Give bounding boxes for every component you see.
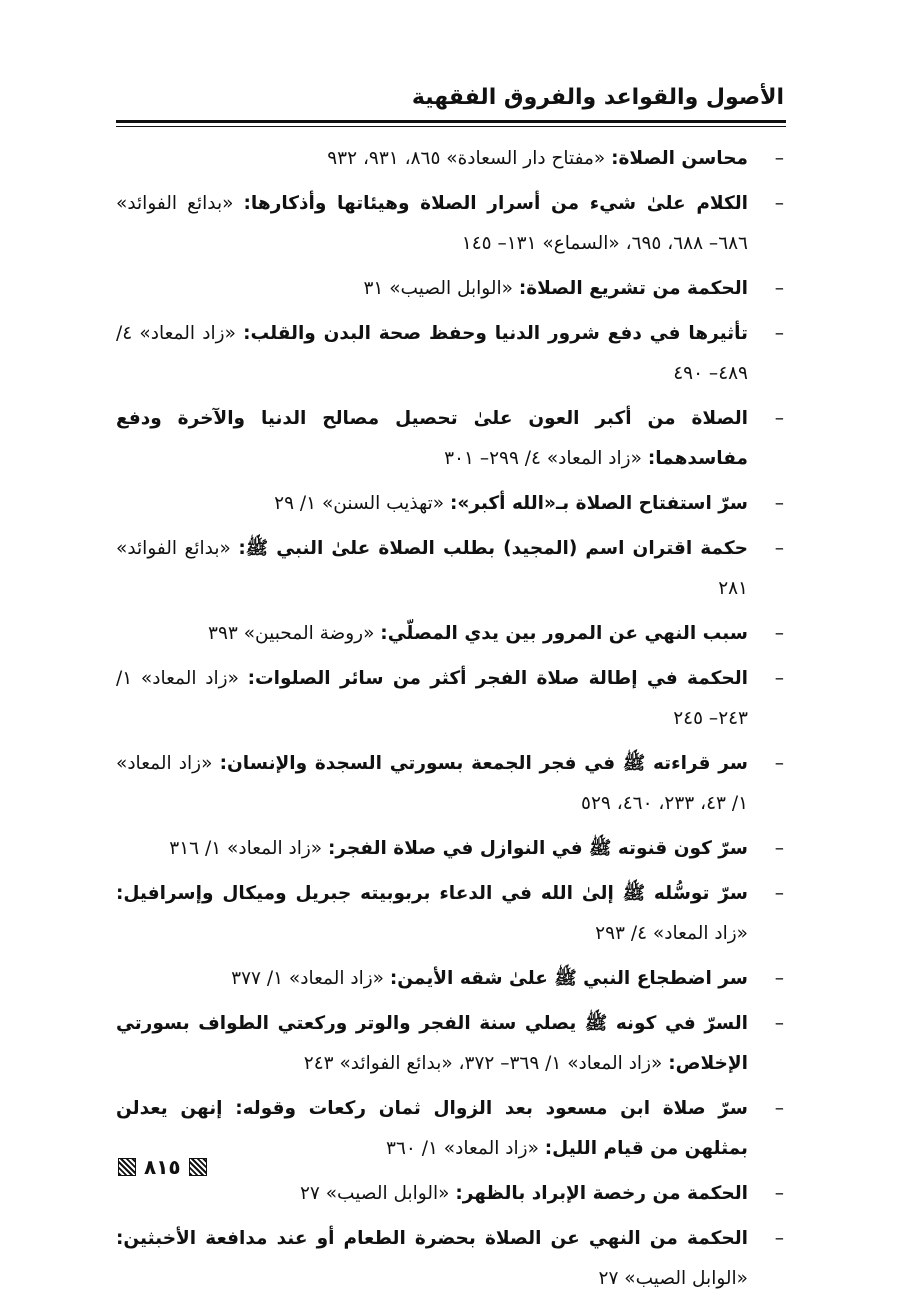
entry-reference: «بدائع الفوائد» ٦٨٦– ٦٨٨، ٦٩٥، «السماع» ١٣١– ١٤٥ xyxy=(116,193,748,254)
dash-marker: – xyxy=(774,538,784,559)
entry-reference: «زاد المعاد» ٤/ ٢٩٣ xyxy=(595,923,748,944)
list-item xyxy=(116,1004,784,1084)
entry-reference: «زاد المعاد» ١/ ٣٦٩– ٣٧٢، «بدائع الفوائد» ٢٤٣ xyxy=(303,1053,669,1074)
dash-marker: – xyxy=(774,1013,784,1034)
list-item xyxy=(116,1219,784,1299)
list-item xyxy=(116,314,784,394)
header-rule-thin xyxy=(116,126,786,127)
page-number: ٨١٥ xyxy=(144,1155,181,1179)
list-item xyxy=(116,874,784,954)
list-item xyxy=(116,1089,784,1169)
entry-topic: سرّ استفتاح الصلاة بـ«الله أكبر»: xyxy=(450,493,748,514)
entry-reference: «الوابل الصيب» ٢٧ xyxy=(299,1183,456,1204)
entry-topic: سرّ صلاة ابن مسعود بعد الزوال ثمان ركعات وقوله: إنهن يعدلن بمثلهن من قيام الليل: xyxy=(116,1098,748,1159)
list-item xyxy=(116,959,784,999)
ornament-icon xyxy=(189,1158,207,1176)
entry-list xyxy=(116,139,784,1304)
dash-marker: – xyxy=(774,753,784,774)
entry-reference: «زاد المعاد» ١/ ٣٧٧ xyxy=(231,968,390,989)
entry-topic: سرّ كون قنوته ﷺ في النوازل في صلاة الفجر: xyxy=(328,838,748,859)
dash-marker: – xyxy=(774,193,784,214)
page-footer xyxy=(118,1152,207,1182)
header-rule-thick xyxy=(116,120,786,123)
dash-marker: – xyxy=(774,838,784,859)
list-item xyxy=(116,484,784,524)
entry-topic: الحكمة من تشريع الصلاة: xyxy=(518,278,748,299)
list-item xyxy=(116,659,784,739)
list-item xyxy=(116,1174,784,1214)
entry-reference: «بدائع الفوائد» ٢٨١ xyxy=(116,538,748,599)
entry-reference: «تهذيب السنن» ١/ ٢٩ xyxy=(274,493,451,514)
dash-marker: – xyxy=(774,278,784,299)
entry-topic: الحكمة من رخصة الإبراد بالظهر: xyxy=(455,1183,748,1204)
entry-topic: سر اضطجاع النبي ﷺ علىٰ شقه الأيمن: xyxy=(389,968,748,989)
entry-topic: الكلام علىٰ شيء من أسرار الصلاة وهيئاتها وأذكارها: xyxy=(243,193,748,214)
entry-topic: سرّ توسُّله ﷺ إلىٰ الله في الدعاء بربوبيته جبريل وميكال وإسرافيل: xyxy=(116,883,748,904)
entry-reference: «روضة المحبين» ٣٩٣ xyxy=(208,623,381,644)
list-item xyxy=(116,529,784,609)
entry-reference: «مفتاح دار السعادة» ٨٦٥، ٩٣١، ٩٣٢ xyxy=(327,148,612,169)
dash-marker: – xyxy=(774,493,784,514)
entry-reference: «زاد المعاد» ٤/ ٤٨٩– ٤٩٠ xyxy=(116,323,748,384)
entry-topic: الحكمة في إطالة صلاة الفجر أكثر من سائر الصلوات: xyxy=(247,668,748,689)
dash-marker: – xyxy=(774,1183,784,1204)
entry-reference: «زاد المعاد» ١/ ٣١٦ xyxy=(169,838,329,859)
dash-marker: – xyxy=(774,1098,784,1119)
entry-topic: سر قراءته ﷺ في فجر الجمعة بسورتي السجدة والإنسان: xyxy=(219,753,748,774)
list-item xyxy=(116,139,784,179)
list-item xyxy=(116,614,784,654)
dash-marker: – xyxy=(774,883,784,904)
running-header xyxy=(118,80,784,116)
list-item xyxy=(116,269,784,309)
dash-marker: – xyxy=(774,323,784,344)
dash-marker: – xyxy=(774,668,784,689)
entry-reference: «زاد المعاد» ١/ ٣٦٠ xyxy=(386,1138,545,1159)
dash-marker: – xyxy=(774,623,784,644)
dash-marker: – xyxy=(774,1228,784,1249)
list-item xyxy=(116,744,784,824)
entry-topic: محاسن الصلاة: xyxy=(611,148,748,169)
entry-topic: الصلاة من أكبر العون علىٰ تحصيل مصالح الدنيا والآخرة ودفع مفاسدهما: xyxy=(116,408,748,469)
entry-reference: «زاد المعاد» ٤/ ٢٩٩– ٣٠١ xyxy=(444,448,648,469)
entry-topic: الحكمة من النهي عن الصلاة بحضرة الطعام أو عند مدافعة الأخبثين: xyxy=(116,1228,748,1249)
entry-reference: «الوابل الصيب» ٣١ xyxy=(363,278,519,299)
entry-reference: «زاد المعاد» ١/ ٢٤٣– ٢٤٥ xyxy=(116,668,748,729)
list-item xyxy=(116,184,784,264)
list-item xyxy=(116,829,784,869)
entry-topic: تأثيرها في دفع شرور الدنيا وحفظ صحة البدن والقلب: xyxy=(243,323,748,344)
entry-topic: السرّ في كونه ﷺ يصلي سنة الفجر والوتر وركعتي الطواف بسورتي الإخلاص: xyxy=(116,1013,748,1074)
list-item xyxy=(116,399,784,479)
entry-reference: «زاد المعاد» ١/ ٤٣، ٢٣٣، ٤٦٠، ٥٢٩ xyxy=(116,753,748,814)
dash-marker: – xyxy=(774,148,784,169)
dash-marker: – xyxy=(774,968,784,989)
ornament-icon xyxy=(118,1158,136,1176)
dash-marker: – xyxy=(774,408,784,429)
entry-topic: حكمة اقتران اسم (المجيد) بطلب الصلاة علىٰ النبي ﷺ: xyxy=(238,538,748,559)
entry-topic: سبب النهي عن المرور بين يدي المصلّي: xyxy=(380,623,748,644)
entry-reference: «الوابل الصيب» ٢٧ xyxy=(598,1268,748,1289)
header-title: الأصول والقواعد والفروق الفقهية xyxy=(411,85,784,110)
